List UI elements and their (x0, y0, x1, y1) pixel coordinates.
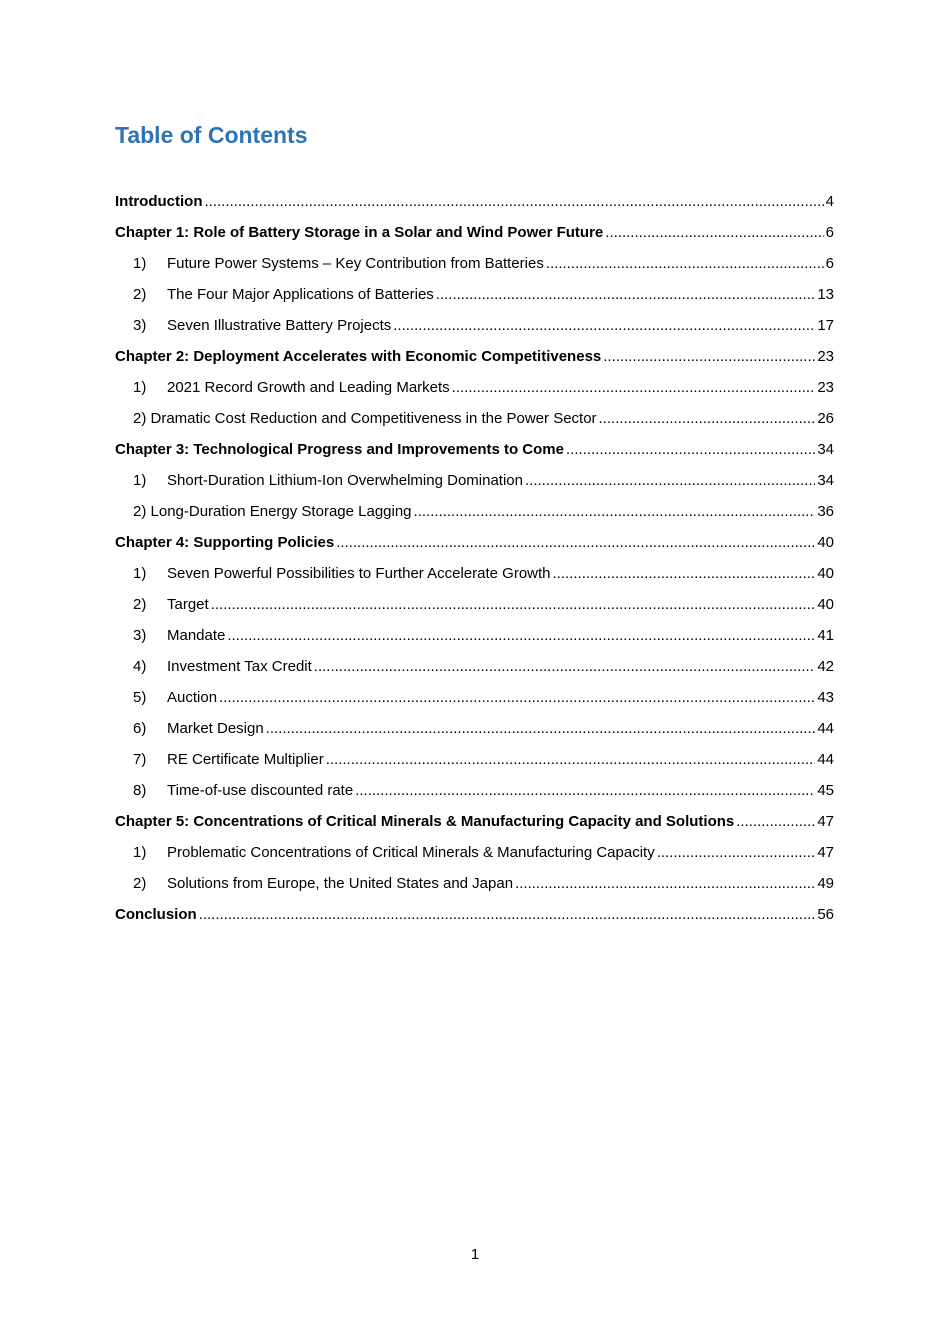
toc-entry-page: 45 (817, 782, 834, 799)
toc-entry-page: 43 (817, 689, 834, 706)
toc-entry-page: 23 (817, 348, 834, 365)
dot-leader (266, 720, 816, 738)
toc-entry-page: 36 (817, 503, 834, 520)
dot-leader (204, 193, 823, 211)
toc-entry[interactable] (115, 658, 834, 689)
toc-entry-page: 41 (817, 627, 834, 644)
toc-entry[interactable] (115, 224, 834, 255)
toc-entry[interactable] (115, 193, 834, 224)
toc-entry-page: 6 (825, 255, 834, 272)
toc-entry-title: Introduction (115, 193, 203, 210)
toc-entry-title: Conclusion (115, 906, 197, 923)
toc-entry-number: 4) (133, 658, 147, 675)
dot-leader (355, 782, 815, 800)
toc-entry-title: 2) Long-Duration Energy Storage Lagging (133, 503, 412, 520)
toc-entry-title: Short-Duration Lithium-Ion Overwhelming Domination (167, 472, 523, 489)
toc-entry-page: 56 (817, 906, 834, 923)
toc-entry-page: 40 (817, 565, 834, 582)
toc-entry-page: 17 (817, 317, 834, 334)
toc-entry-page: 42 (817, 658, 834, 675)
toc-entry-title: Chapter 3: Technological Progress and Improvements to Come (115, 441, 564, 458)
toc-entry-title: 2) Dramatic Cost Reduction and Competitiveness in the Power Sector (133, 410, 597, 427)
toc-entry[interactable] (115, 596, 834, 627)
toc-entry-number: 6) (133, 720, 147, 737)
toc-list (115, 193, 834, 937)
toc-entry-number: 1) (133, 379, 147, 396)
dot-leader (436, 286, 816, 304)
toc-entry[interactable] (115, 751, 834, 782)
toc-entry-page: 6 (825, 224, 834, 241)
toc-entry-title: Seven Powerful Possibilities to Further Accelerate Growth (167, 565, 551, 582)
toc-entry-page: 4 (825, 193, 834, 210)
dot-leader (199, 906, 816, 924)
toc-entry-page: 34 (817, 441, 834, 458)
toc-entry[interactable] (115, 627, 834, 658)
toc-entry-title: Auction (167, 689, 218, 706)
dot-leader (452, 379, 816, 397)
toc-entry-page: 47 (817, 844, 834, 861)
toc-entry-title: Solutions from Europe, the United States and Japan (167, 875, 514, 892)
toc-entry[interactable] (115, 565, 834, 596)
toc-entry-title: Chapter 2: Deployment Accelerates with Economic Competitiveness (115, 348, 602, 365)
dot-leader (219, 689, 815, 707)
toc-entry[interactable] (115, 844, 834, 875)
toc-entry-number: 3) (133, 317, 147, 334)
dot-leader (657, 844, 816, 862)
toc-entry[interactable] (115, 875, 834, 906)
dot-leader (227, 627, 815, 645)
dot-leader (605, 224, 823, 242)
toc-entry-title: Investment Tax Credit (167, 658, 312, 675)
toc-entry-page: 23 (817, 379, 834, 396)
toc-entry[interactable] (115, 348, 834, 379)
dot-leader (525, 472, 815, 490)
toc-entry-title: 2021 Record Growth and Leading Markets (167, 379, 450, 396)
toc-entry-number: 1) (133, 565, 147, 582)
toc-entry-page: 44 (817, 720, 834, 737)
toc-entry-title: Seven Illustrative Battery Projects (167, 317, 392, 334)
toc-entry-title: Market Design (167, 720, 264, 737)
dot-leader (553, 565, 816, 583)
dot-leader (414, 503, 816, 521)
dot-leader (546, 255, 824, 273)
toc-entry-page: 13 (817, 286, 834, 303)
dot-leader (603, 348, 815, 366)
toc-entry[interactable] (115, 813, 834, 844)
toc-entry-page: 40 (817, 596, 834, 613)
toc-entry-number: 1) (133, 844, 147, 861)
toc-entry-number: 2) (133, 286, 147, 303)
toc-entry-number: 1) (133, 255, 147, 272)
dot-leader (566, 441, 815, 459)
toc-entry[interactable] (115, 689, 834, 720)
page-number: 1 (470, 1246, 480, 1263)
toc-entry[interactable] (115, 906, 834, 937)
dot-leader (393, 317, 815, 335)
toc-entry-title: Time-of-use discounted rate (167, 782, 354, 799)
toc-entry-title: Target (167, 596, 209, 613)
dot-leader (211, 596, 816, 614)
toc-entry-number: 8) (133, 782, 147, 799)
dot-leader (736, 813, 815, 831)
toc-entry[interactable] (115, 410, 834, 441)
toc-entry-number: 2) (133, 596, 147, 613)
toc-entry-page: 34 (817, 472, 834, 489)
toc-entry[interactable] (115, 503, 834, 534)
toc-entry-number: 5) (133, 689, 147, 706)
toc-entry-title: Chapter 5: Concentrations of Critical Minerals & Manufacturing Capacity and Solutions (115, 813, 735, 830)
toc-entry[interactable] (115, 782, 834, 813)
toc-entry-title: Mandate (167, 627, 226, 644)
toc-entry-number: 2) (133, 875, 147, 892)
dot-leader (314, 658, 816, 676)
toc-entry-title: Chapter 1: Role of Battery Storage in a Solar and Wind Power Future (115, 224, 604, 241)
dot-leader (336, 534, 815, 552)
toc-entry-number: 1) (133, 472, 147, 489)
toc-entry-title: Chapter 4: Supporting Policies (115, 534, 335, 551)
dot-leader (599, 410, 816, 428)
toc-entry-title: RE Certificate Multiplier (167, 751, 324, 768)
toc-entry-page: 47 (817, 813, 834, 830)
toc-entry-title: Future Power Systems – Key Contribution from Batteries (167, 255, 544, 272)
toc-entry[interactable] (115, 441, 834, 472)
toc-entry[interactable] (115, 286, 834, 317)
toc-entry[interactable] (115, 317, 834, 348)
dot-leader (326, 751, 816, 769)
toc-entry[interactable] (115, 255, 834, 286)
toc-entry-number: 3) (133, 627, 147, 644)
toc-entry-page: 26 (817, 410, 834, 427)
toc-entry[interactable] (115, 534, 834, 565)
toc-entry[interactable] (115, 472, 834, 503)
dot-leader (515, 875, 815, 893)
toc-entry-title: The Four Major Applications of Batteries (167, 286, 434, 303)
toc-entry-page: 40 (817, 534, 834, 551)
toc-entry-number: 7) (133, 751, 147, 768)
toc-entry-page: 49 (817, 875, 834, 892)
toc-title: Table of Contents (115, 122, 308, 148)
toc-entry[interactable] (115, 379, 834, 410)
toc-entry-title: Problematic Concentrations of Critical Minerals & Manufacturing Capacity (167, 844, 655, 861)
toc-entry-page: 44 (817, 751, 834, 768)
toc-entry[interactable] (115, 720, 834, 751)
